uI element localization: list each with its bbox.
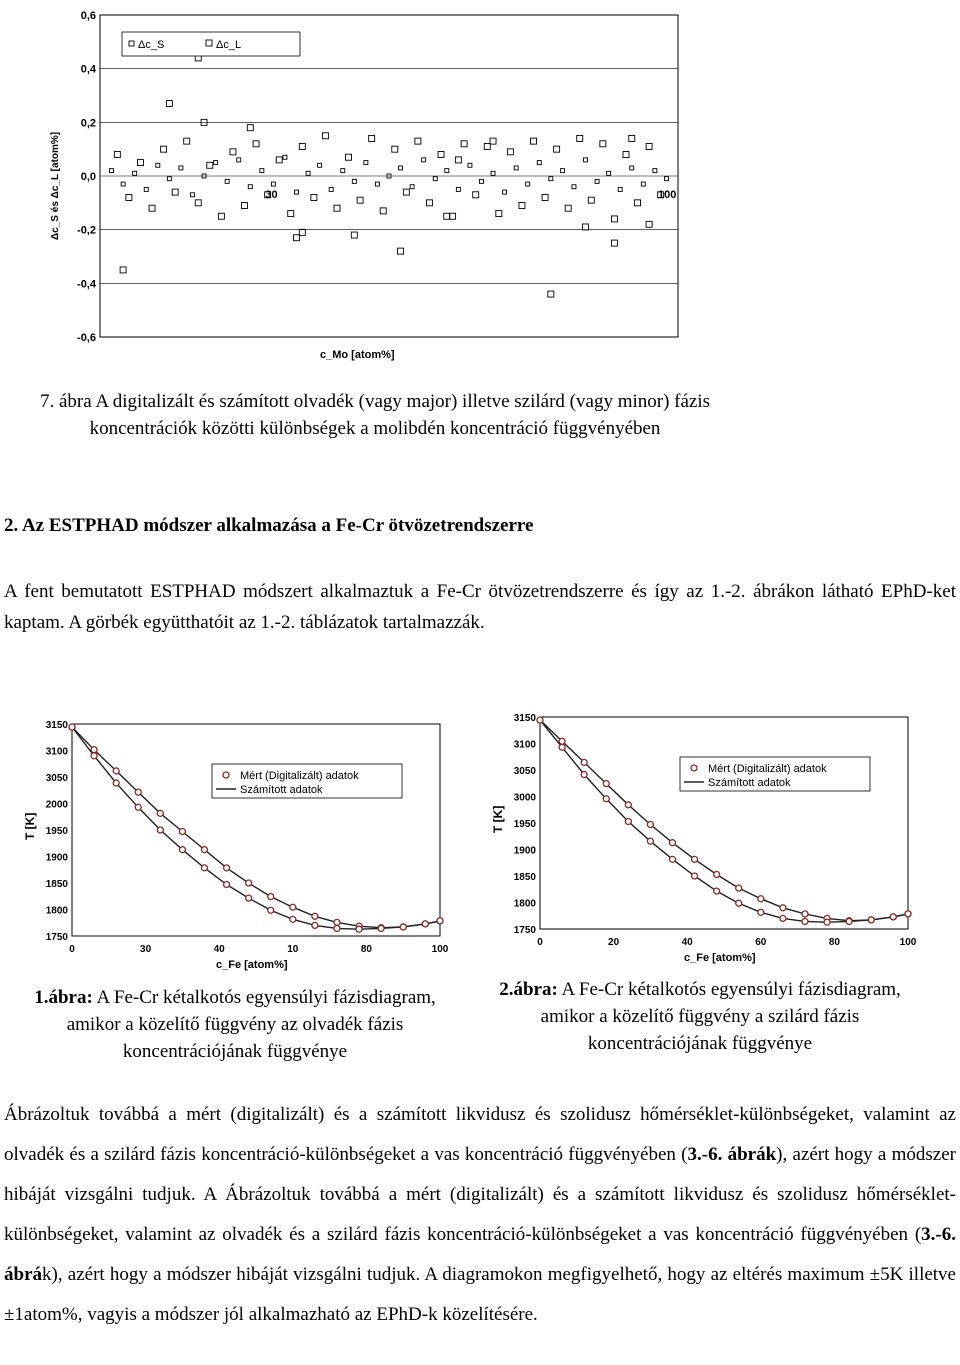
y-axis-label: T [K]: [491, 805, 505, 833]
x-tick-label: 0: [69, 944, 75, 955]
measured-point: [802, 918, 808, 924]
x-tick-label: 60: [755, 937, 767, 948]
figure-1-caption: [10, 984, 460, 1065]
measured-point: [625, 818, 631, 824]
y-tick-label: 0,0: [80, 171, 96, 183]
x-tick-label: 0: [537, 937, 543, 948]
measured-point: [157, 810, 163, 816]
measured-point: [378, 925, 384, 931]
legend-label-dcl: Δc_L: [216, 39, 242, 51]
measured-point: [669, 856, 675, 862]
body-text-2: ), azért hogy a módszer hibáját vizsgálni tudjuk. A Ábrázoltuk továbbá a mért (digitalizált) és a számított likvidusz és szolidusz hőmérséklet-különbségeket, valamint az olvadék és a szilárd fázis koncentráció-különbségeket a vas koncentráció függvényében (: [4, 1144, 956, 1245]
y-tick-label: 1850: [45, 879, 68, 890]
x-tick-label: 30: [140, 944, 152, 955]
legend-label-calculated: Számított adatok: [708, 777, 791, 789]
legend-marker-measured: [223, 772, 229, 778]
y-tick-label: 3050: [45, 773, 68, 784]
x-axis-label: c_Mo [atom%]: [320, 349, 395, 361]
measured-point: [179, 829, 185, 835]
measured-point: [692, 856, 698, 862]
measured-point: [736, 885, 742, 891]
measured-point: [736, 900, 742, 906]
x-tick-label: 10: [287, 944, 299, 955]
body-bold-1: 3.-6. ábrák: [687, 1144, 777, 1165]
measured-point: [758, 909, 764, 915]
x-tick-label: 30: [265, 189, 278, 201]
measured-point: [179, 847, 185, 853]
measured-point: [714, 871, 720, 877]
body-bold-2: 3.-6. ábrá: [4, 1224, 956, 1285]
measured-point: [846, 918, 852, 924]
x-tick-label: 40: [681, 937, 693, 948]
y-tick-label: 1900: [513, 845, 536, 857]
intro-paragraph: A fent bemutatott ESTPHAD módszert alkalmaztuk a Fe-Cr ötvözetrendszerre és így az 1.-2. ábrákon látható EPhD-ket kaptam. A görbék együtthatóit az 1.-2. táblázatok tartalmazzák.: [4, 581, 956, 633]
measured-point: [312, 913, 318, 919]
body-text-1: Ábrázoltuk továbbá a mért (digitalizált) és a számított likvidusz és szolidusz hőmérséklet-különbségeket, valamint az olvadék és a szilárd fázis koncentráció-különbségeket a vas koncentráció függvényében (: [4, 1104, 956, 1165]
measured-point: [91, 753, 97, 759]
y-tick-label: 2000: [45, 799, 68, 811]
measured-point: [780, 915, 786, 921]
measured-point: [290, 904, 296, 910]
measured-point: [201, 847, 207, 853]
y-tick-label: 1950: [45, 826, 68, 837]
legend-label-measured: Mért (Digitalizált) adatok: [240, 770, 359, 782]
legend-label-dcs: Δc_S: [138, 39, 165, 51]
y-axis-label: Δc_S és Δc_L [atom%]: [50, 131, 61, 240]
measured-point: [135, 789, 141, 795]
measured-point: [268, 907, 274, 913]
measured-point: [246, 880, 252, 886]
figure-7-caption: 7. ábra A digitalizált és számított olvadék (vagy major) illetve szilárd (vagy minor) fázis koncentrációk közötti különbségek a molibdén koncentráció függvényében: [39, 391, 711, 439]
x-tick-label: 20: [608, 937, 620, 948]
measured-point: [91, 747, 97, 753]
y-tick-label: 3100: [513, 739, 536, 751]
plot-area: [540, 717, 908, 929]
measured-point: [334, 919, 340, 925]
y-tick-label: 1800: [45, 905, 68, 917]
section-heading: 2. Az ESTPHAD módszer alkalmazása a Fe-Cr ötvözetrendszerre: [4, 515, 534, 536]
legend-label-measured: Mért (Digitalizált) adatok: [708, 763, 827, 775]
measured-point: [802, 911, 808, 917]
figure-2-label: 2.ábra:: [499, 979, 558, 1000]
measured-point: [780, 905, 786, 911]
y-tick-label: 1950: [513, 819, 536, 830]
y-tick-label: 0,2: [80, 117, 96, 130]
measured-point: [157, 827, 163, 833]
measured-point: [905, 911, 911, 917]
measured-point: [201, 865, 207, 871]
measured-point: [312, 922, 318, 928]
y-tick-label: 1800: [513, 898, 536, 910]
figure-2-caption-text: A Fe-Cr kétalkotós egyensúlyi fázisdiagram, amikor a közelítő függvény a szilárd fázis koncentrációjának függvénye: [540, 979, 901, 1054]
figure-7-scatter: [40, 0, 690, 370]
figure-1-caption-text: A Fe-Cr kétalkotós egyensúlyi fázisdiagram, amikor a közelítő függvény az olvadék fázis koncentrációjának függvénye: [66, 987, 436, 1062]
measured-point: [69, 724, 75, 730]
y-tick-label: 3000: [513, 792, 536, 804]
measured-point: [603, 781, 609, 787]
legend-marker-measured: [691, 765, 697, 771]
y-tick-label: 3050: [513, 766, 536, 777]
figure-1-phase-diagram: [22, 712, 452, 982]
y-tick-label: 3150: [45, 720, 68, 731]
measured-point: [224, 865, 230, 871]
y-tick-label: 1850: [513, 872, 536, 883]
measured-point: [714, 888, 720, 894]
y-tick-label: -0,6: [77, 332, 96, 344]
measured-point: [559, 738, 565, 744]
figure-2-caption: [480, 976, 920, 1057]
y-tick-label: 3150: [513, 713, 536, 724]
measured-point: [356, 926, 362, 932]
measured-point: [422, 921, 428, 927]
x-tick-label: 100: [899, 937, 917, 948]
body-text-3: k), azért hogy a módszer hibáját vizsgálni tudjuk. A diagramokon megfigyelhető, hogy az eltérés maximum ±5K illetve ±1atom%, vagyis a módszer jól alkalmazható az EPhD-k közelítésére.: [4, 1264, 956, 1325]
measured-point: [559, 744, 565, 750]
measured-point: [290, 916, 296, 922]
x-tick-label: 100: [431, 944, 449, 955]
measured-point: [537, 717, 543, 723]
x-axis-label: c_Fe [atom%]: [684, 952, 756, 964]
measured-point: [868, 917, 874, 923]
x-tick-label: 40: [213, 944, 225, 955]
y-tick-label: 0,4: [80, 63, 96, 76]
y-tick-label: 1900: [45, 852, 68, 864]
measured-point: [334, 925, 340, 931]
y-tick-label: 1750: [45, 932, 68, 943]
measured-point: [581, 772, 587, 778]
y-tick-label: 0,6: [80, 10, 96, 22]
measured-point: [224, 882, 230, 888]
measured-point: [603, 796, 609, 802]
measured-point: [113, 768, 119, 774]
measured-point: [437, 918, 443, 924]
body-paragraph: [4, 1095, 956, 1335]
plot-area: [72, 724, 440, 936]
y-tick-label: 1750: [513, 925, 536, 936]
x-axis-label: c_Fe [atom%]: [216, 959, 288, 971]
measured-point: [113, 780, 119, 786]
measured-point: [824, 919, 830, 925]
measured-point: [246, 895, 252, 901]
x-tick-label: 80: [828, 937, 840, 948]
measured-point: [692, 873, 698, 879]
measured-point: [890, 914, 896, 920]
y-tick-label: -0,4: [77, 278, 96, 291]
x-tick-label: 100: [658, 189, 677, 201]
x-tick-label: 80: [360, 944, 372, 955]
measured-point: [581, 759, 587, 765]
y-axis-label: T [K]: [23, 812, 37, 840]
measured-point: [268, 894, 274, 900]
measured-point: [625, 802, 631, 808]
measured-point: [647, 838, 653, 844]
y-tick-label: 3100: [45, 746, 68, 758]
measured-point: [669, 840, 675, 846]
figure-2-phase-diagram: [490, 705, 920, 975]
measured-point: [758, 896, 764, 902]
y-tick-label: -0,2: [77, 224, 96, 237]
figure-1-label: 1.ábra:: [34, 987, 93, 1008]
legend-label-calculated: Számított adatok: [240, 784, 323, 796]
measured-point: [400, 924, 406, 930]
measured-point: [647, 822, 653, 828]
measured-point: [135, 804, 141, 810]
